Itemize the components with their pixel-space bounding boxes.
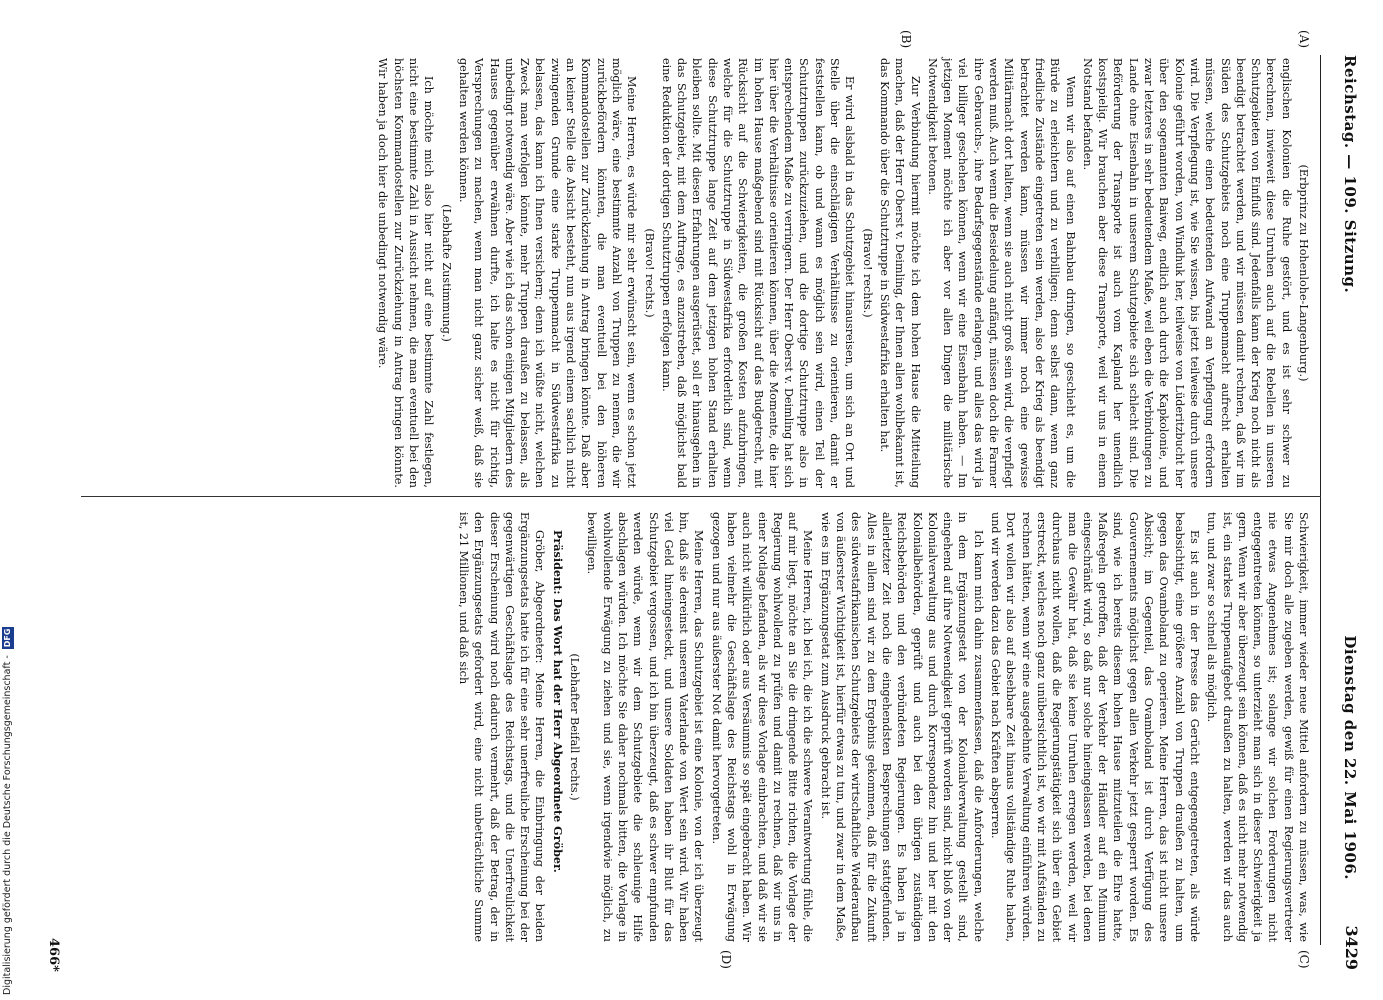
paragraph: Meine Herren, das Schutzgebiet ist eine Kolonie, von der ich überzeugt bin, daß sie dereinst unserem Vaterlande von Wert sein wird. Wir haben viel Geld hineingesteckt, und unsere Soldaten haben ihr Blut für das Schutzgebiet vergossen, und ich bin überzeugt, daß es schwer empfunden werden würde, wenn wir dem Schutzgebiete die schleunige Hilfe abschlagen würden. Ich möchte Sie daher nochmals bitten, die Vorlage in wohlwollende Erwägung zu ziehen und sie, wenn irgendwie möglich, zu bewilligen. bbox=[585, 512, 706, 942]
paragraph: englischen Kolonien die Ruhe gestört, und es ist sehr schwer zu berechnen, inwieweit diese Unruhen auch auf die Rebellen in unseren Schutzgebieten von Einfluß sind. Jedenfalls kann der Krieg noch nicht als beendigt betrachtet werden, und wir müssen damit rechnen, daß wir im Süden des Schutzgebiets noch eine Truppenmacht aufrecht erhalten müssen, welche einen bedeutenden Aufwand an Verpflegung erfordern wird. Die Verpflegung ist, wie Sie wissen, bis jetzt teilweise durch unsere Kolonie geführt worden, von Windhuk her, teilweise von Lüderitzbucht her über den sogenannten Baiweg, endlich auch durch die Kapkolonie, und zwar letzteres in sehr bedeutendem Maße, weil eben die Verbindungen zu Lande ohne Eisenbahn in unserem Schutzgebiete sich schlecht sind. Die Beförderung der Transporte ist auch vom Kapland her unendlich kostspielig. Wir brauchen aber diese Transporte, weil wir uns in einem Notstand befanden. bbox=[1080, 58, 1293, 488]
margin-marker-a: (A) bbox=[1297, 30, 1311, 49]
paragraph: Ich kann mich dahin zusammenfassen, daß die Anforderungen, welche in dem Ergänzungsetat von der Kolonialverwaltung gestellt sind, eingehend auf ihre Notwendigkeit geprüft worden sind, nicht bloß von der Kolonialverwaltung aus und durch Korrespondenz hin und her mit den Kolonialbehörden, geprüft und auch bei den übrigen zuständigen Reichsbehörden und den verbündeten Regierungen. Es haben ja in allerletzter Zeit noch die eingehendsten Besprechungen stattgefunden. Alles in allem sind wir zu dem Ergebnis gekommen, daß für die Zukunft des südwestafrikanischen Schutzgebiets der wirtschaftliche Wiederaufbau von äußerster Wichtigkeit ist, hierfür etwas zu tun, und zwar in dem Maße, wie es im Ergänzungsetat zum Ausdruck gebracht ist. bbox=[818, 512, 985, 942]
applause-note: (Bravo! rechts.) bbox=[642, 228, 656, 318]
applause-note: (Bravo! rechts.) bbox=[860, 228, 874, 318]
header-rule bbox=[1320, 55, 1321, 945]
header-right: Dienstag den 22. Mai 1906. bbox=[1341, 635, 1359, 880]
speaker-intro: (Erbprinz zu Hohenlohe-Langenburg.) bbox=[1297, 164, 1310, 382]
applause-note: (Lebhafte Zustimmung.) bbox=[439, 204, 453, 342]
margin-marker-b: (B) bbox=[899, 30, 913, 49]
paragraph: Meine Herren, ich bei ich, die ich die schwere Verantwortung fühle, die auf mir liegt, möchte an Sie die dringende Bitte richten, die Vorlage der Regierung wohlwollend zu prüfen und damit zu rechnen, daß wir uns in einer Notlage befanden, als wir diese Vorlage einbrachten, und daß wir sie auch nicht willkürlich oder aus Versäumnis so spät eingebracht haben. Wir haben vielmehr die Geschäftslage des Reichstags wohl in Erwägung gezogen und nur aus äußerster Not damit hervorgetreten. bbox=[709, 512, 815, 942]
paragraph: Schwierigkeit, immer wieder neue Mittel anfordern zu müssen, was, wie Sie mir doch alle zugeben werden, gewiß für einen Regierungsvertreter nie etwas Angenehmes ist; solange wir solchen Forderungen nicht entgegentreten können, so unterzieht man sich in dieser Schwierigkeit ja gern. Wenn wir aber überzeugt sein können, daß es nicht mehr notwendig ist, ein starkes Truppenaufgebot draußen zu halten, werden wir das auch tun, und zwar so schnell als möglich. bbox=[1205, 512, 1310, 942]
column-rule bbox=[81, 496, 1321, 497]
page-header bbox=[1333, 0, 1363, 1000]
page-number: 3429 bbox=[1342, 925, 1361, 970]
paragraph: Wenn wir also auf einen Bahnbau dringen, so geschieht es, um die Bürde zu erleichtern und zu verbilligen; denn selbst dann, wenn ganz friedliche Zustände eingetreten sein werden, also der Krieg als beendigt betrachtet werden kann, müssen wir immer noch eine gewisse Militärmacht dort halten, wenn sie auch nicht groß sein wird, die verpflegt werden muß. Auch wenn die Besiedelung anfängt, müssen doch die Farmer ihre Gebrauchs-, ihre Bedarfsgegenstände erlangen, und alles das wird ja viel billiger geschehen können, wenn wir eine Eisenbahn haben. — Im jetzigen Moment möchte ich aber vor allen Dingen die militärische Notwendigkeit betonen. bbox=[925, 58, 1077, 488]
sidebar-credit bbox=[2, 605, 14, 995]
header-left: Reichstag. — 109. Sitzung. bbox=[1341, 55, 1359, 294]
paragraph: Meine Herren, es würde mir sehr erwünscht sein, wenn es schon jetzt möglich wäre, eine bestimmte Anzahl von Truppen zu nennen, die wir zurückbefördern könnten, die man eventuell bei den höheren Kommandostellen zur Zurückziehung in Antrag bringen könnte. Daß aber an keiner Stelle die Absicht besteht, nun aus irgend einem sachlich nicht zwingenden Grunde eine starke Truppenmacht in Südwestafrika zu belassen, das kann ich Ihnen versichern; denn ich wüßte nicht, welchen Zweck man verfolgen könnte, mehr Truppen draußen zu belassen, als unbedingt notwendig wäre. Aber wie ich das schon einigen Mitgliedern des Hauses gegenüber erwähnen durfte, ich halte es nicht für richtig, Versprechungen zu machen, wenn man nicht ganz sicher weiß, daß sie gehalten werden können. bbox=[456, 58, 639, 488]
paragraph: Gröber, Abgeordneter: Meine Herren, die Einbringung der beiden Ergänzungsetats hatte ich für eine sehr unerfreuliche Erscheinung bei der gegenwärtigen Geschäftslage des Reichstags, und die Unerfreulichkeit dieser Erscheinung wird noch dadurch vermehrt, daß der Betrag, der in den Ergänzungsetats gefordert wird, eine nicht unbeträchtliche Summe ist, 21 Millionen, und daß sich bbox=[456, 512, 547, 942]
paragraph: Er wird alsbald in das Schutzgebiet hinausreisen, um sich an Ort und Stelle über die einschlägigen Verhältnisse zu orientieren, damit er feststellen kann, ob und wann es möglich sein wird, einen Teil der Schutztruppen zurückzuziehen, und die dortige Schutztruppe also in entsprechendem Maße zu verringern. Der Herr Oberst v. Deimling hat sich hier über die Verhältnisse orientieren können, über die Momente, die hier im hohen Hause maßgebend sind mit Rücksicht auf das Budgetrecht, mit Rücksicht auf die Schwierigkeiten, die großen Kosten aufzubringen, welche für die Schutztruppe in Südwestafrika erforderlich sind, wenn diese Schutztruppe lange Zeit auf dem jetzigen hohen Stand erhalten bleiben sollte. Mit diesen Erfahrungen ausgerüstet, soll er hinausgehen in das Schutzgebiet, mit dem Auftrage, es anzustreben, daß möglichst bald eine Reduktion der dortigen Schutztruppen erfolgen kann. bbox=[659, 58, 857, 488]
sidebar-credit-text: Digitalisierung gefördert durch die Deutsche Forschungsgemeinschaft - bbox=[2, 655, 13, 995]
paragraph: Ich möchte mich also hier nicht auf eine bestimmte Zahl festlegen, nicht eine bestimmte Zahl in Aussicht nehmen, die man eventuell bei den höchsten Kommandostellen zur Zurückziehung in Antrag bringen könnte. Wir haben ja doch hier die unbedingt notwendig wäre. bbox=[376, 58, 436, 488]
margin-marker-d: (D) bbox=[719, 950, 733, 969]
president-line: Präsident: Das Wort hat der Herr Abgeordnete Gröber. bbox=[550, 530, 565, 873]
left-column bbox=[373, 58, 1311, 488]
paragraph: Es ist auch in der Presse das Gerücht entgegengetreten, als würde beabsichtigt, eine größere Anzahl von Truppen draußen zu halten, um gegen das Ovamboland zu operieren. Meine Herren, das ist nicht unsere Absicht; im Gegenteil, das Ovamboland ist durch Verfügung des Gouvernements möglichst gegen allen Verkehr jetzt gesperrt worden. Es sind, wie ich bereits diesem hohen Hause mitzuteilen die Ehre hatte, Maßregeln getroffen, daß der Verkehr der Händler auf ein Minimum eingeschränkt wird, so daß nur solche hineingelassen werden, bei denen man die Gewähr hat, daß sie keine Unruhen erregen werden, weil wir durchaus nicht wollen, daß die Regierungstätigkeit sich über ein Gebiet erstreckt, welches noch ganz unübersichtlich ist, wo wir mit Aufständen zu rechnen hätten, wenn wir eine ausgedehnte Verwaltung einführen würden. Dort wollen wir also auf absehbare Zeit hinaus vollständige Ruhe haben, und wir werden dazu das Gebiet nach Kräften absperren. bbox=[989, 512, 1201, 942]
applause-note: (Lebhafter Beifall rechts.) bbox=[568, 653, 582, 801]
paragraph: Zur Verbindung hiermit möchte ich dem hohen Hause die Mitteilung machen, daß der Herr Oberst v. Deimling, der Ihnen allen wohlbekannt ist, das Kommando über die Schutztruppe in Südwestafrika erhalten hat. bbox=[877, 58, 922, 488]
page-code: 466* bbox=[46, 938, 61, 972]
dfg-logo-icon: DFG bbox=[3, 628, 12, 648]
margin-marker-c: (C) bbox=[1297, 950, 1311, 969]
right-column bbox=[454, 512, 1311, 942]
